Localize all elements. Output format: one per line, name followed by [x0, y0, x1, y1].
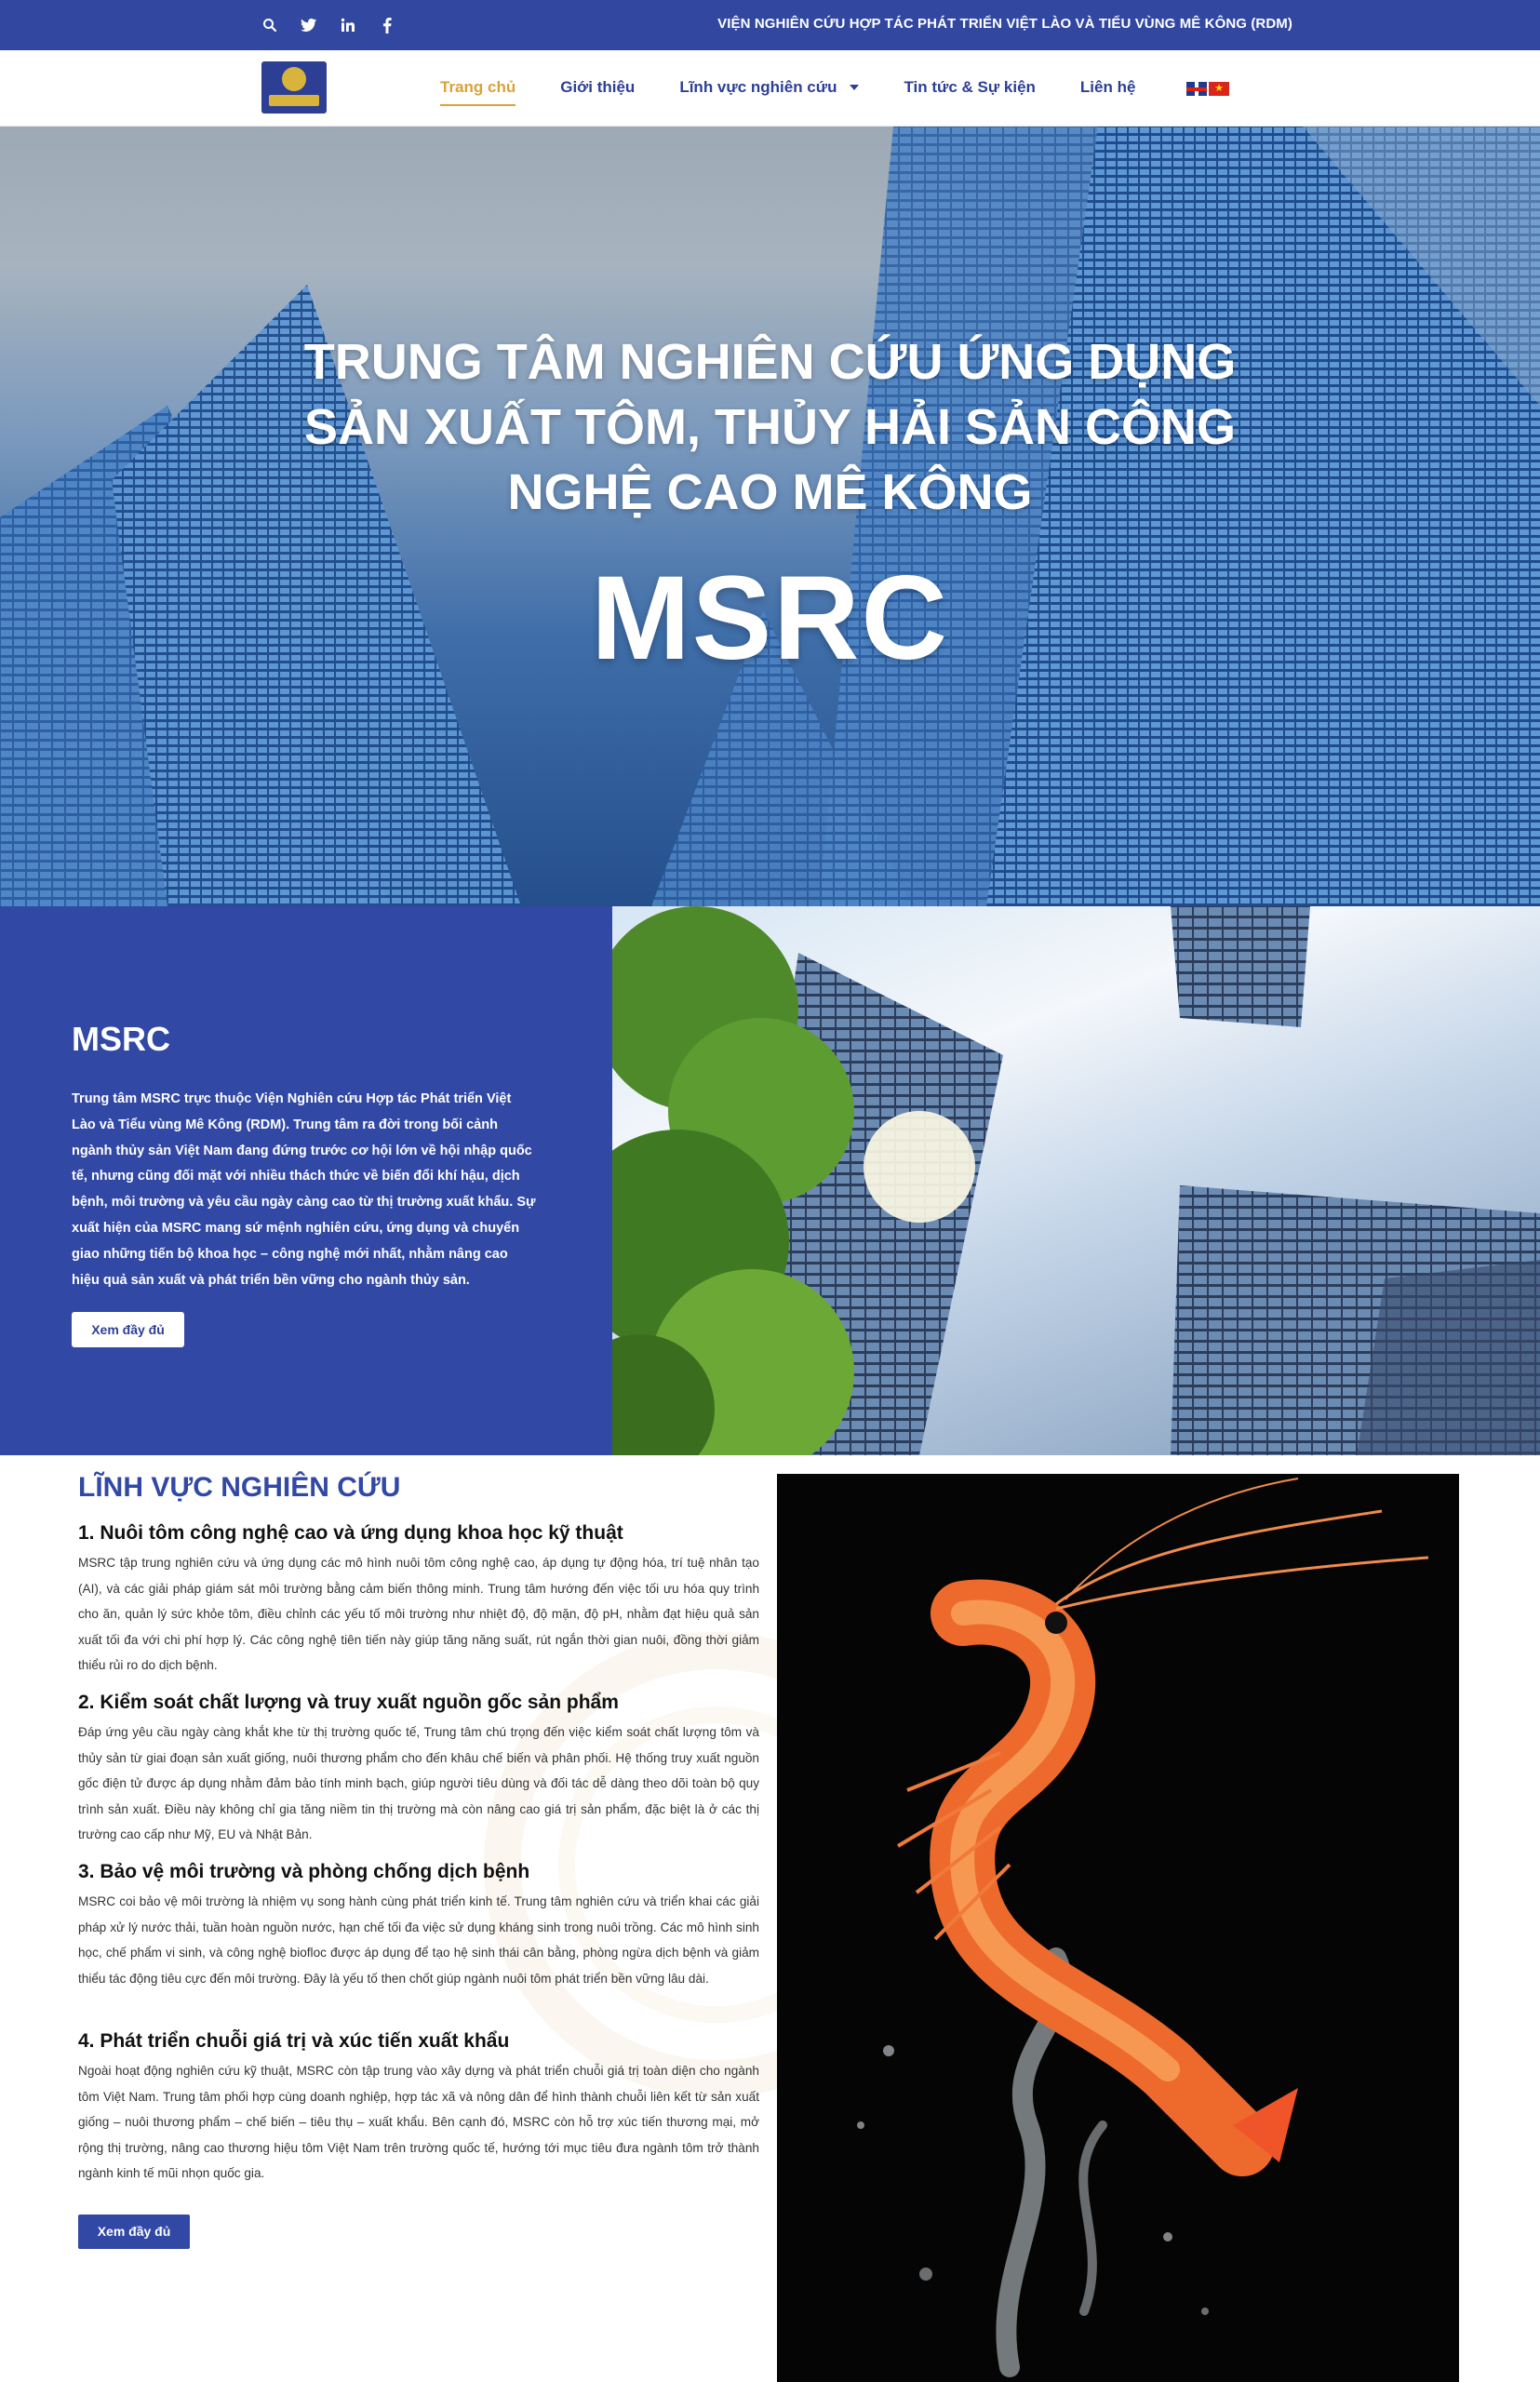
logo-ribbon — [269, 95, 319, 106]
hero-acronym: MSRC — [591, 552, 949, 685]
about-text: Trung tâm MSRC trực thuộc Viện Nghiên cứu Hợp tác Phát triển Việt Lào và Tiểu vùng Mê Kông (RDM). Trung tâm ra đời trong bối cảnh ngành thủy sản Việt Nam đang đứng trước cơ hội lớn về hội nhập quốc tế, nhưng cũng đối mặt với nhiều thách thức về biến đổi khí hậu, dịch bệnh, môi trường và yêu cầu ngày càng cao từ thị trường xuất khẩu. Sự xuất hiện của MSRC mang sứ mệnh nghiên cứu, ứng dụng và chuyển giao những tiến bộ khoa học – công nghệ mới nhất, nhằm nâng cao hiệu quả sản xuất và phát triển bền vững cho ngành thủy sản. — [72, 1091, 536, 1288]
nav-item-about[interactable] — [560, 78, 635, 97]
building-illustration — [612, 906, 1540, 1455]
research-item-heading: 4. Phát triển chuỗi giá trị và xúc tiến xuất khẩu — [78, 2030, 510, 2052]
search-icon[interactable] — [261, 13, 279, 37]
twitter-icon[interactable] — [300, 13, 318, 37]
nav-item-label: Trang chủ — [440, 78, 516, 96]
hero-banner — [0, 127, 1540, 906]
chevron-down-icon — [850, 85, 859, 90]
shrimp-illustration — [777, 1474, 1459, 2382]
social-links — [261, 13, 396, 37]
research-item-body: MSRC tập trung nghiên cứu và ứng dụng các mô hình nuôi tôm công nghệ cao, áp dụng tự động hóa, trí tuệ nhân tạo (AI), và các giải pháp giám sát môi trường bằng cảm biến thông minh. Trung tâm hướng đến việc tối ưu hóa quy trình cho ăn, quản lý sức khỏe tôm, điều chỉnh các yếu tố môi trường như nhiệt độ, độ mặn, độ pH, nhằm đạt hiệu quả sản xuất tối đa với chi phí hợp lý. Các công nghệ tiên tiến này giúp tăng năng suất, rút ngắn thời gian nuôi, đồng thời giảm thiểu rủi ro do dịch bệnh. — [78, 1556, 759, 1673]
hero-title-line: NGHỆ CAO MÊ KÔNG — [507, 464, 1033, 520]
nav-item-label: Lĩnh vực nghiên cứu — [679, 78, 837, 96]
hero-title-line: TRUNG TÂM NGHIÊN CỨU ỨNG DỤNG — [303, 334, 1237, 390]
research-item-body: MSRC coi bảo vệ môi trường là nhiệm vụ song hành cùng phát triển kinh tế. Trung tâm nghiên cứu và triển khai các giải pháp xử lý nước thải, tuần hoàn nguồn nước, hạn chế tối đa việc sử dụng kháng sinh trong nuôi trồng. Các mô hình sinh học, chế phẩm vi sinh, và công nghệ biofloc được áp dụng để tạo hệ sinh thái cân bằng, phòng ngừa dịch bệnh và giảm thiểu tác động tiêu cực đến môi trường. Đây là yếu tố then chốt giúp ngành nuôi tôm phát triển bền vững lâu dài. — [78, 1894, 759, 1986]
research-item — [78, 2030, 759, 2187]
research-item-heading: 3. Bảo vệ môi trường và phòng chống dịch bệnh — [78, 1861, 530, 1882]
research-section — [0, 1455, 1540, 2382]
nav-item-research[interactable] — [679, 78, 859, 97]
building-trees-image — [612, 906, 1540, 1455]
nav-item-contact[interactable] — [1080, 78, 1136, 97]
main-nav — [0, 50, 1540, 127]
nav-item-label: Giới thiệu — [560, 78, 636, 96]
research-item-heading: 2. Kiểm soát chất lượng và truy xuất nguồn gốc sản phẩm — [78, 1692, 619, 1713]
top-bar — [0, 0, 1540, 50]
english-flag-icon[interactable] — [1186, 82, 1207, 96]
research-read-more-button[interactable]: Xem đầy đủ — [78, 2215, 190, 2249]
nav-item-news[interactable] — [904, 78, 1035, 97]
research-item-body: Ngoài hoạt động nghiên cứu kỹ thuật, MSRC còn tập trung vào xây dựng và phát triển chuỗi giá trị toàn diện cho ngành tôm Việt Nam. Trung tâm phối hợp cùng doanh nghiệp, hợp tác xã và nông dân để hình thành chuỗi liên kết từ sản xuất giống – nuôi thương phẩm – chế biến – tiêu thụ – xuất khẩu. Bên cạnh đó, MSRC còn hỗ trợ xúc tiến thương mại, mở rộng thị trường, nâng cao thương hiệu tôm Việt Nam trên trường quốc tế, hướng tới mục tiêu đưa ngành tôm trở thành ngành kinh tế mũi nhọn quốc gia. — [78, 2064, 759, 2181]
shrimp-image — [777, 1474, 1459, 2382]
nav-menu — [440, 78, 1180, 97]
logo-emblem — [282, 67, 306, 91]
facebook-icon[interactable] — [378, 13, 396, 37]
nav-item-label: Liên hệ — [1079, 78, 1136, 96]
vietnam-flag-icon[interactable]: ★ — [1209, 82, 1229, 96]
institute-title: VIỆN NGHIÊN CỨU HỢP TÁC PHÁT TRIỂN VIỆT LÀO VÀ TIỂU VÙNG MÊ KÔNG (RDM) — [717, 16, 1292, 32]
nav-item-home[interactable] — [440, 78, 516, 97]
hero-title — [0, 329, 1540, 525]
research-title: LĨNH VỰC NGHIÊN CỨU — [78, 1472, 401, 1503]
research-item — [78, 1861, 759, 1991]
language-switcher — [1186, 82, 1229, 96]
research-item-heading: 1. Nuôi tôm công nghệ cao và ứng dụng khoa học kỹ thuật — [78, 1522, 623, 1544]
about-heading: MSRC — [72, 1020, 170, 1058]
nav-item-label: Tin tức & Sự kiện — [904, 78, 1036, 96]
about-read-more-button[interactable]: Xem đầy đủ — [72, 1312, 184, 1347]
research-item — [78, 1692, 759, 1848]
hero-title-line: SẢN XUẤT TÔM, THỦY HẢI SẢN CÔNG — [303, 399, 1237, 455]
linkedin-icon[interactable] — [339, 13, 357, 37]
research-item-body: Đáp ứng yêu cầu ngày càng khắt khe từ thị trường quốc tế, Trung tâm chú trọng đến việc kiểm soát chất lượng tôm và thủy sản từ giai đoạn sản xuất giống, nuôi thương phẩm cho đến khâu chế biến và phân phối. Hệ thống truy xuất nguồn gốc điện tử được áp dụng nhằm đảm bảo tính minh bạch, giúp người tiêu dùng và đối tác dễ dàng theo dõi toàn bộ quy trình sản xuất. Điều này không chỉ gia tăng niềm tin thị trường mà còn nâng cao giá trị sản phẩm, đặc biệt là ở các thị trường cao cấp như Mỹ, EU và Nhật Bản. — [78, 1725, 759, 1842]
logo[interactable] — [261, 61, 327, 114]
research-item — [78, 1522, 759, 1679]
about-section — [0, 906, 612, 1455]
